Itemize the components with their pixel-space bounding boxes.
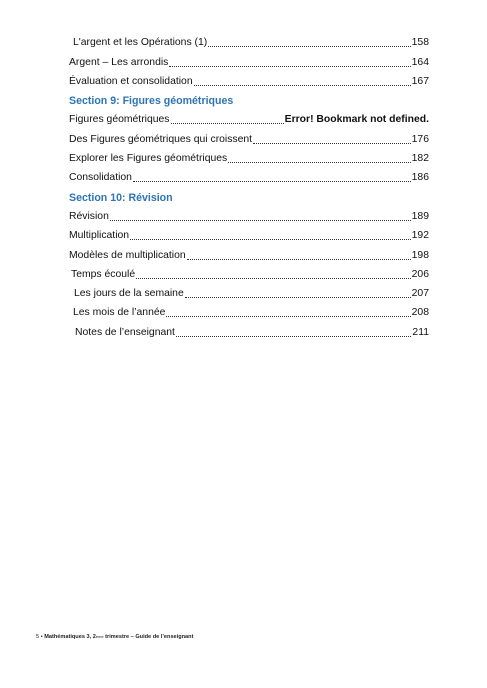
toc-entry[interactable] (69, 49, 429, 68)
toc-entry-title: Explorer les Figures géométriques (69, 153, 228, 165)
toc-dot-leader (176, 336, 411, 337)
toc-entry-title: Temps écoulé (71, 268, 136, 280)
toc-entry[interactable] (69, 30, 429, 49)
toc-entry[interactable] (69, 126, 429, 145)
toc-entry[interactable] (69, 223, 429, 242)
toc-dot-leader (136, 278, 411, 279)
toc-entry-title: Des Figures géométriques qui croissent (69, 133, 253, 145)
toc-entry-page: 207 (411, 288, 429, 300)
toc-entry-page: 192 (411, 230, 429, 242)
toc-dot-leader (110, 220, 411, 221)
toc-entry[interactable] (69, 262, 429, 281)
toc-entry-title: Révision (69, 210, 109, 222)
toc-entry-title: Multiplication (69, 230, 130, 242)
toc-entry-page: 182 (411, 153, 429, 165)
toc-dot-leader (187, 259, 411, 260)
toc-entry-title: Notes de l’enseignant (75, 326, 175, 338)
footer-superscript: ème (95, 634, 104, 639)
toc-dot-leader (169, 66, 410, 67)
toc-entry-page: 208 (411, 307, 429, 319)
toc-entry-page: 198 (411, 249, 429, 261)
toc-entry-page: 158 (411, 37, 429, 49)
toc-entry-title: L'argent et les Opérations (1) (73, 37, 208, 49)
toc-entry[interactable] (69, 107, 429, 126)
toc-entry-page: 167 (411, 75, 429, 87)
toc-group-b (69, 107, 429, 184)
toc-entry[interactable] (69, 242, 429, 261)
footer-title-rest: trimestre – Guide de l’enseignant (103, 634, 194, 640)
section-heading-10: Section 10: Révision (69, 191, 173, 204)
footer-page-number: 5 (36, 634, 40, 640)
toc-dot-leader (130, 239, 411, 240)
toc-entry[interactable] (69, 281, 429, 300)
toc-dot-leader (208, 46, 410, 47)
toc-dot-leader (171, 123, 284, 124)
toc-entry-title: Les mois de l’année (73, 307, 166, 319)
toc-entry-title: Modèles de multiplication (69, 249, 186, 261)
footer-bullet: • (40, 634, 43, 640)
toc-entry-title: Argent – Les arrondis (69, 56, 169, 68)
toc-group-c (69, 204, 429, 339)
toc-entry-page: 186 (411, 172, 429, 184)
toc-entry[interactable] (69, 300, 429, 319)
toc-entry-title: Évaluation et consolidation (69, 75, 193, 87)
toc-entry[interactable] (69, 146, 429, 165)
toc-entry[interactable] (69, 69, 429, 88)
toc-entry-title: Consolidation (69, 172, 132, 184)
footer-title: Mathématiques 3, 2 (44, 634, 96, 640)
toc-dot-leader (253, 143, 411, 144)
toc-dot-leader (185, 297, 411, 298)
toc-entry-title: Figures géométriques (69, 114, 170, 126)
toc-entry[interactable] (69, 165, 429, 184)
table-of-contents (69, 30, 429, 339)
toc-dot-leader (133, 181, 411, 182)
toc-entry-page: 206 (411, 268, 429, 280)
toc-dot-leader (194, 85, 411, 86)
toc-entry[interactable] (69, 319, 429, 338)
toc-entry-page: Error! Bookmark not defined. (284, 114, 429, 126)
footer-text (44, 634, 193, 640)
toc-entry-page: 189 (411, 210, 429, 222)
toc-entry-page: 164 (411, 56, 429, 68)
page-footer (36, 634, 193, 640)
toc-entry-page: 211 (412, 326, 429, 338)
toc-entry-page: 176 (411, 133, 429, 145)
toc-dot-leader (166, 316, 410, 317)
toc-entry[interactable] (69, 204, 429, 223)
section-heading-9: Section 9: Figures géométriques (69, 95, 234, 108)
toc-entry-title: Les jours de la semaine (74, 288, 184, 300)
toc-dot-leader (228, 162, 410, 163)
toc-group-a (69, 30, 429, 88)
